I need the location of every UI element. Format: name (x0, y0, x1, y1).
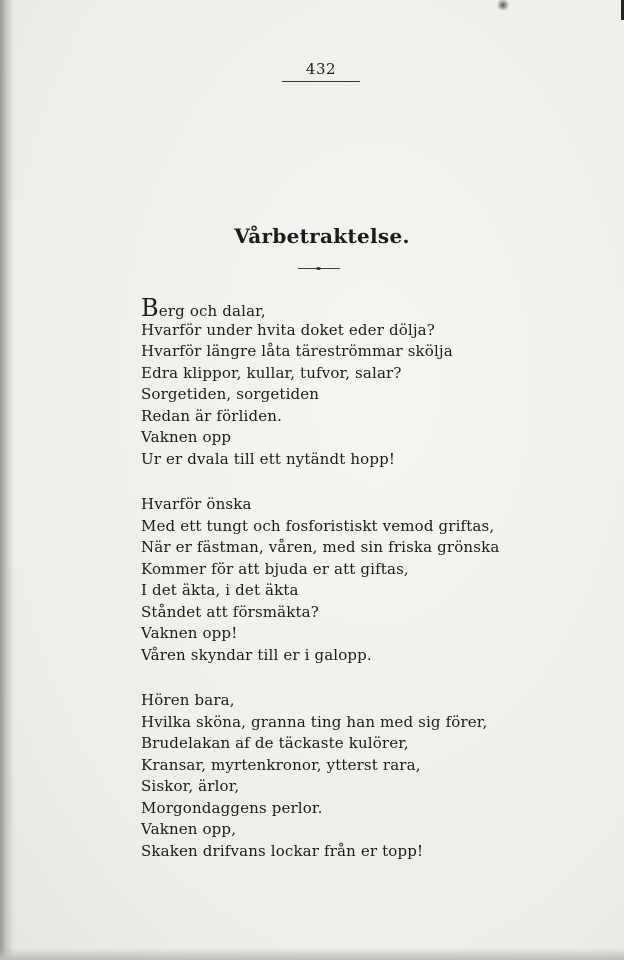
poem-line: Ur er dvala till ett nytändt hopp! (141, 449, 395, 468)
stanza-1 (141, 294, 541, 470)
poem-line: Skaken drifvans lockar från er topp! (141, 841, 424, 860)
poem-line: Vaknen opp! (141, 624, 238, 642)
poem-line-first (141, 294, 541, 322)
stanza-2 (141, 494, 541, 666)
poem-line: Siskor, ärlor, (141, 777, 240, 795)
stanza-3 (141, 690, 541, 862)
dropcap-letter: B (141, 294, 159, 322)
poem-line: Edra klippor, kullar, tufvor, salar? (141, 363, 402, 382)
poem-line: I det äkta, i det äkta (141, 581, 299, 599)
poem-line: Kransar, myrtenkronor, ytterst rara, (141, 755, 421, 774)
poem-body (141, 294, 541, 886)
poem-line: Hvarför önska (141, 495, 252, 513)
poem-line: Vaknen opp (141, 428, 232, 446)
poem-title: Vårbetraktelse. (234, 224, 410, 248)
poem-line: Kommer för att bjuda er att giftas, (141, 559, 409, 578)
poem-line: Vaknen opp, (141, 820, 237, 838)
first-line-rest: erg och dalar, (158, 302, 266, 320)
page-binding-shadow (0, 0, 14, 960)
poem-line: Med ett tungt och fosforistiskt vemod griftas, (141, 516, 495, 535)
poem-line: Morgondaggens perlor. (141, 798, 323, 817)
title-ornament (298, 268, 340, 269)
poem-line: Ståndet att försmäkta? (141, 602, 319, 621)
page-bottom-edge (0, 948, 624, 960)
poem-line: Redan är förliden. (141, 406, 282, 425)
page-number-rule (282, 81, 360, 82)
poem-line: Hvarför under hvita doket eder dölja? (141, 320, 435, 339)
poem-line: Våren skyndar till er i galopp. (141, 645, 372, 664)
poem-line: Brudelakan af de täckaste kulörer, (141, 734, 409, 752)
poem-line: Hvilka sköna, granna ting han med sig förer, (141, 712, 488, 731)
poem-line: Hören bara, (141, 691, 235, 709)
poem-line: Sorgetiden, sorgetiden (141, 385, 320, 403)
page-number: 432 (305, 60, 337, 78)
poem-line: Hvarför längre låta täreströmmar skölja (141, 342, 453, 360)
poem-line: När er fästman, våren, med sin friska grönska (141, 538, 500, 556)
paper-speck (496, 0, 510, 10)
